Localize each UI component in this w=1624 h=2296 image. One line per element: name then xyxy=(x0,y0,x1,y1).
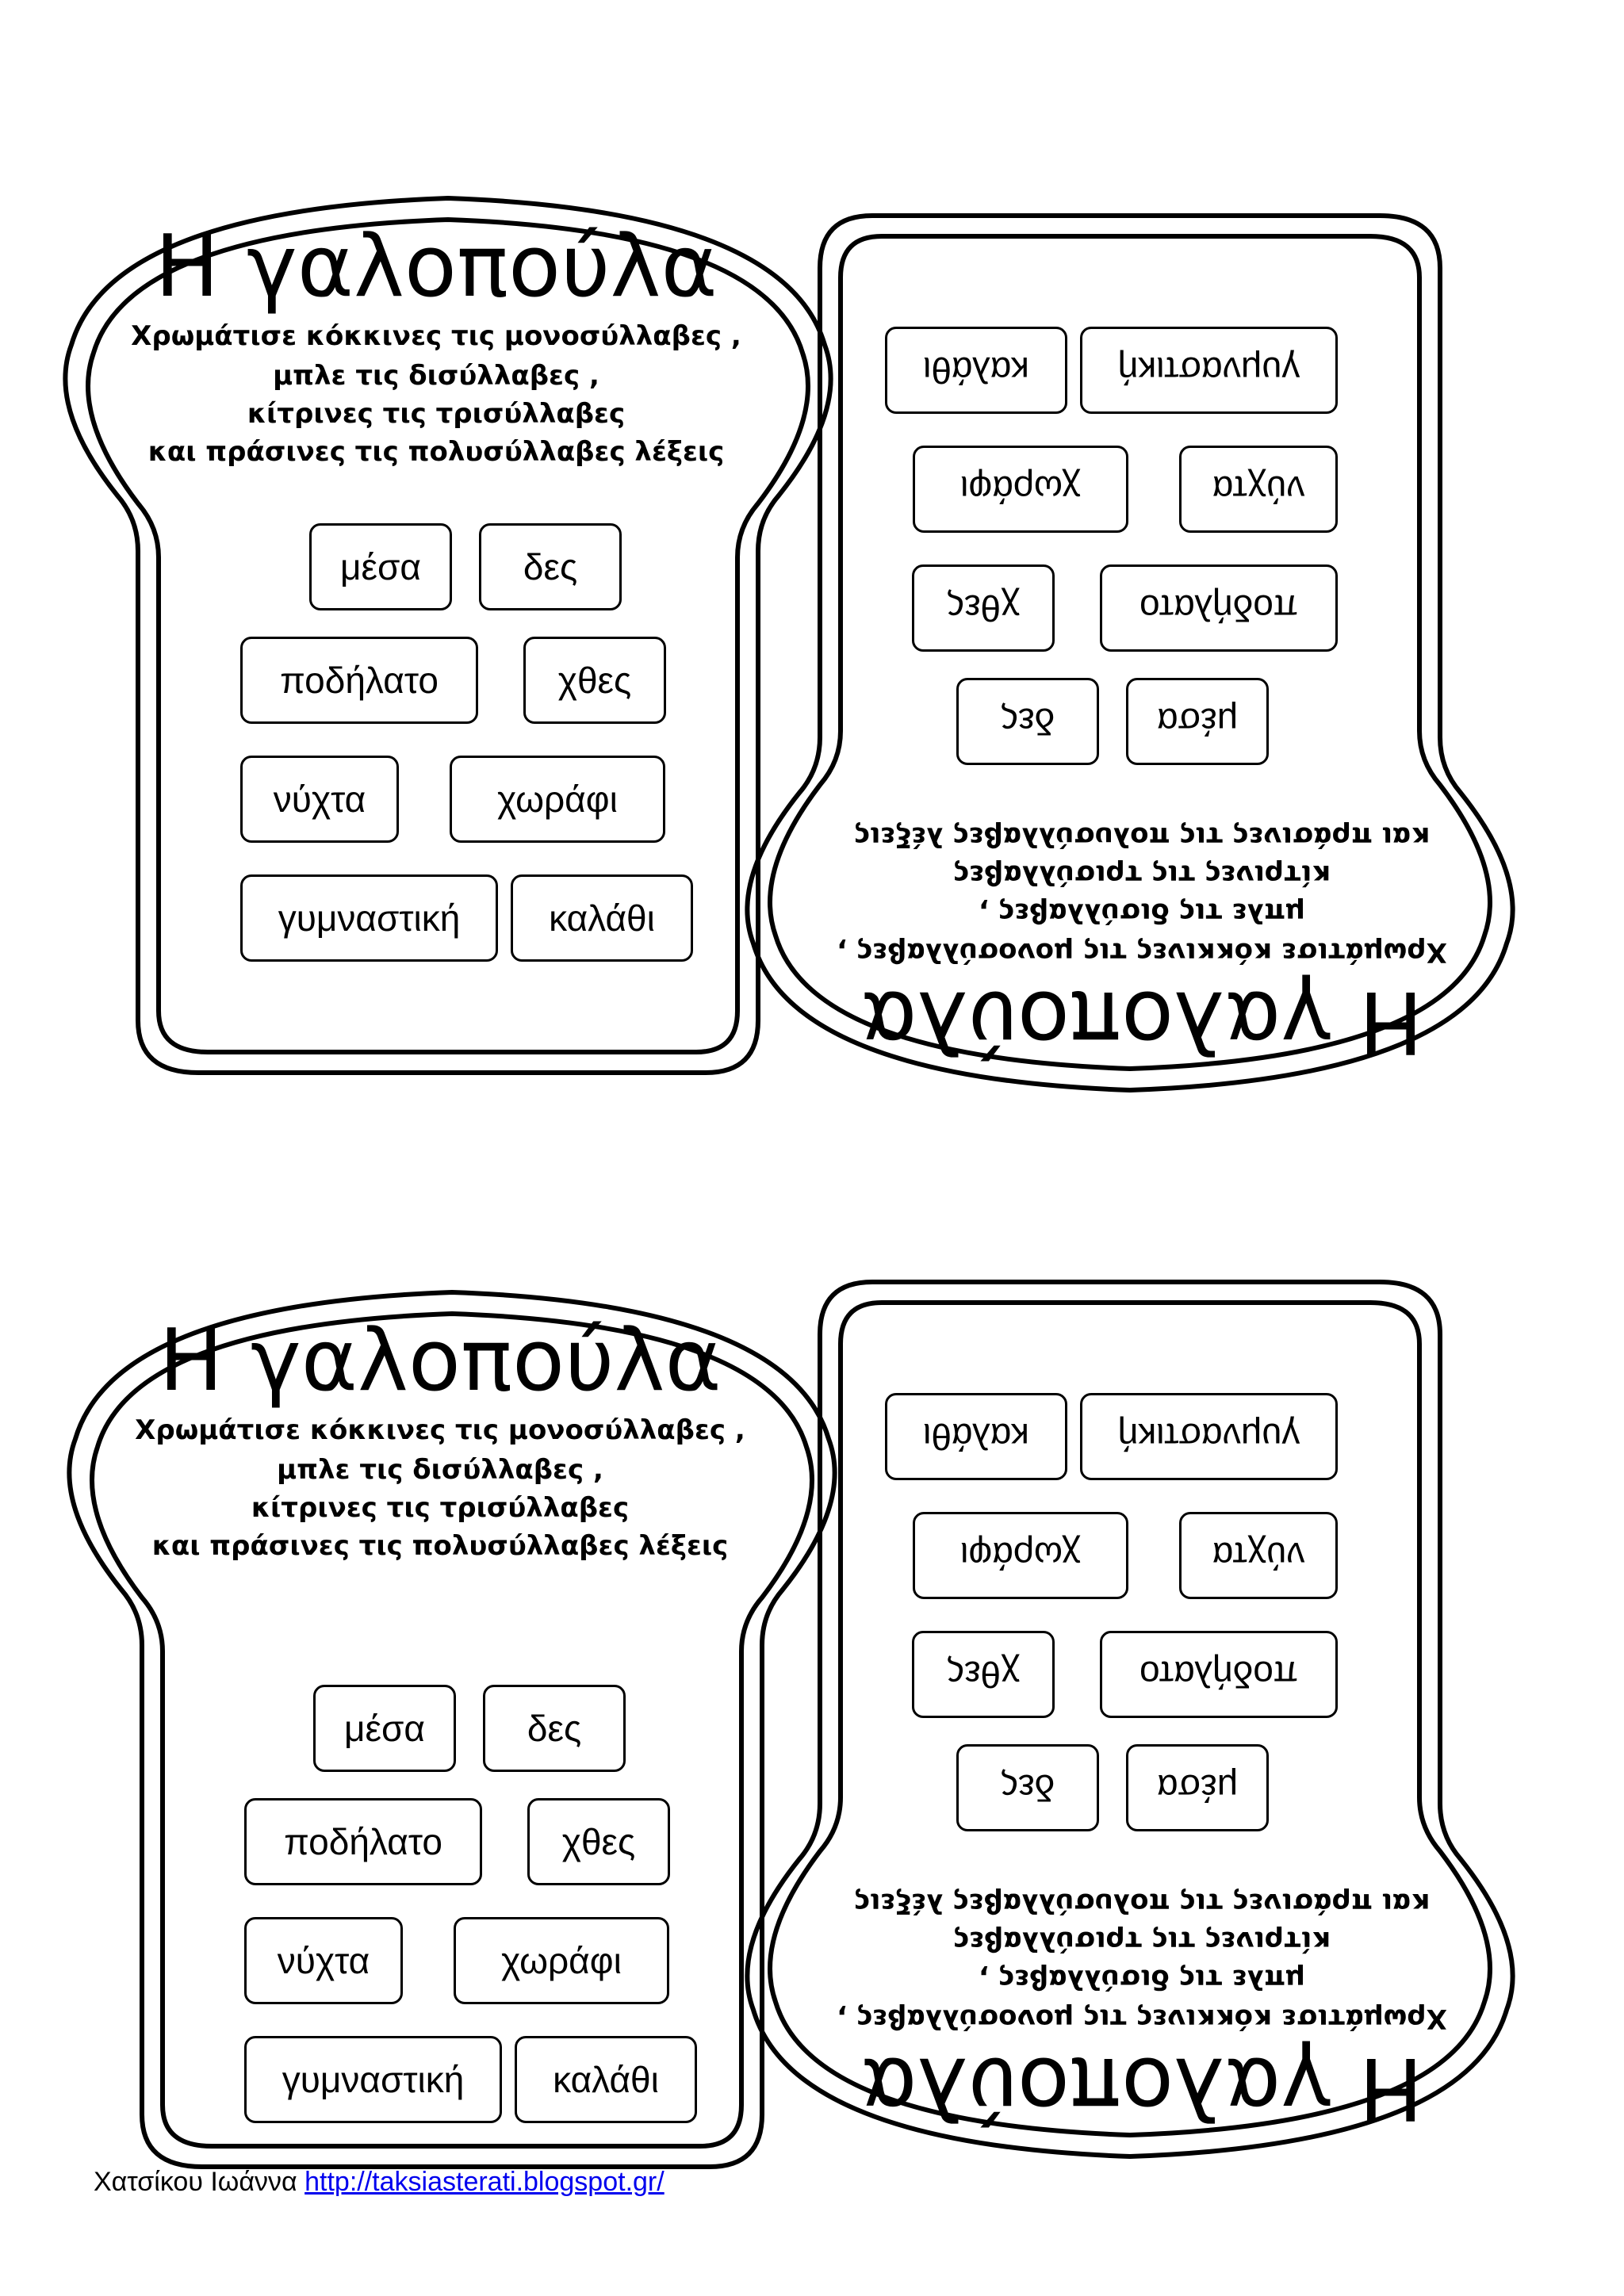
word-box[interactable]: μέσα xyxy=(1126,678,1269,765)
word-box[interactable]: δες xyxy=(483,1685,626,1772)
worksheet-card-3 xyxy=(91,1272,789,2176)
word-box[interactable]: χθες xyxy=(523,637,666,724)
instruction-line-1: Χρωμάτισε κόκκινες τις μονοσύλλαβες , xyxy=(837,2003,1447,2034)
word-box[interactable]: χωράφι xyxy=(913,1512,1128,1599)
word-box[interactable]: χωράφι xyxy=(913,446,1128,533)
word-box[interactable]: ποδήλατο xyxy=(240,637,478,724)
instruction-line-4: και πράσινες τις πολυσύλλαβες λέξεις xyxy=(151,1530,729,1562)
word-box[interactable]: χθες xyxy=(912,1631,1055,1718)
word-box[interactable]: δες xyxy=(956,1744,1099,1831)
card-title: Η γαλοπούλα xyxy=(860,972,1423,1071)
word-box[interactable]: δες xyxy=(479,523,622,610)
instruction-line-2: μπλε τις δισύλλαβες , xyxy=(979,1963,1305,1995)
instruction-line-2: μπλε τις δισύλλαβες , xyxy=(979,897,1305,928)
word-box[interactable]: νύχτα xyxy=(1179,446,1338,533)
word-box[interactable]: γυμναστική xyxy=(1080,327,1338,414)
instruction-line-4: και πράσινες τις πολυσύλλαβες λέξεις xyxy=(853,1887,1431,1919)
word-box[interactable]: νύχτα xyxy=(244,1917,403,2004)
word-box[interactable]: ποδήλατο xyxy=(1100,564,1338,652)
word-box[interactable]: χωράφι xyxy=(454,1917,669,2004)
word-box[interactable]: χθες xyxy=(912,564,1055,652)
word-box[interactable]: γυμναστική xyxy=(1080,1393,1338,1480)
blog-link[interactable]: http://taksiasterati.blogspot.gr/ xyxy=(304,2167,665,2197)
footer-credit xyxy=(94,2167,665,2198)
word-box[interactable]: καλάθι xyxy=(885,1393,1067,1480)
word-box[interactable]: γυμναστική xyxy=(240,874,498,962)
card-title: Η γαλοπούλα xyxy=(860,2038,1423,2137)
word-box[interactable]: γυμναστική xyxy=(244,2036,502,2123)
instruction-line-3: κίτρινες τις τρισύλλαβες xyxy=(952,1925,1331,1957)
word-box[interactable]: χωράφι xyxy=(450,756,665,843)
worksheet-card-2 xyxy=(793,206,1491,1110)
word-box[interactable]: μέσα xyxy=(1126,1744,1269,1831)
word-box[interactable]: νύχτα xyxy=(1179,1512,1338,1599)
word-box[interactable]: μέσα xyxy=(313,1685,456,1772)
card-title: Η γαλοπούλα xyxy=(159,1311,722,1410)
card-title: Η γαλοπούλα xyxy=(155,217,718,316)
instruction-line-3: κίτρινες τις τρισύλλαβες xyxy=(952,859,1331,890)
word-box[interactable]: μέσα xyxy=(309,523,452,610)
worksheet-card-4 xyxy=(793,1272,1491,2176)
instruction-line-3: κίτρινες τις τρισύλλαβες xyxy=(251,1492,630,1524)
word-box[interactable]: χθες xyxy=(527,1798,670,1885)
author-name: Χατσίκου Ιωάννα xyxy=(94,2167,297,2197)
word-box[interactable]: καλάθι xyxy=(515,2036,697,2123)
word-box[interactable]: καλάθι xyxy=(885,327,1067,414)
instruction-line-2: μπλε τις δισύλλαβες , xyxy=(277,1454,603,1486)
instruction-line-4: και πράσινες τις πολυσύλλαβες λέξεις xyxy=(147,436,725,468)
instruction-line-1: Χρωμάτισε κόκκινες τις μονοσύλλαβες , xyxy=(135,1414,745,1446)
instruction-line-1: Χρωμάτισε κόκκινες τις μονοσύλλαβες , xyxy=(131,320,741,352)
instruction-line-4: και πράσινες τις πολυσύλλαβες λέξεις xyxy=(853,821,1431,852)
instruction-line-3: κίτρινες τις τρισύλλαβες xyxy=(247,398,626,430)
word-box[interactable]: ποδήλατο xyxy=(1100,1631,1338,1718)
word-box[interactable]: νύχτα xyxy=(240,756,399,843)
word-box[interactable]: δες xyxy=(956,678,1099,765)
worksheet-card-1 xyxy=(87,178,785,1082)
word-box[interactable]: ποδήλατο xyxy=(244,1798,482,1885)
instruction-line-1: Χρωμάτισε κόκκινες τις μονοσύλλαβες , xyxy=(837,936,1447,968)
instruction-line-2: μπλε τις δισύλλαβες , xyxy=(273,360,599,392)
word-box[interactable]: καλάθι xyxy=(511,874,693,962)
